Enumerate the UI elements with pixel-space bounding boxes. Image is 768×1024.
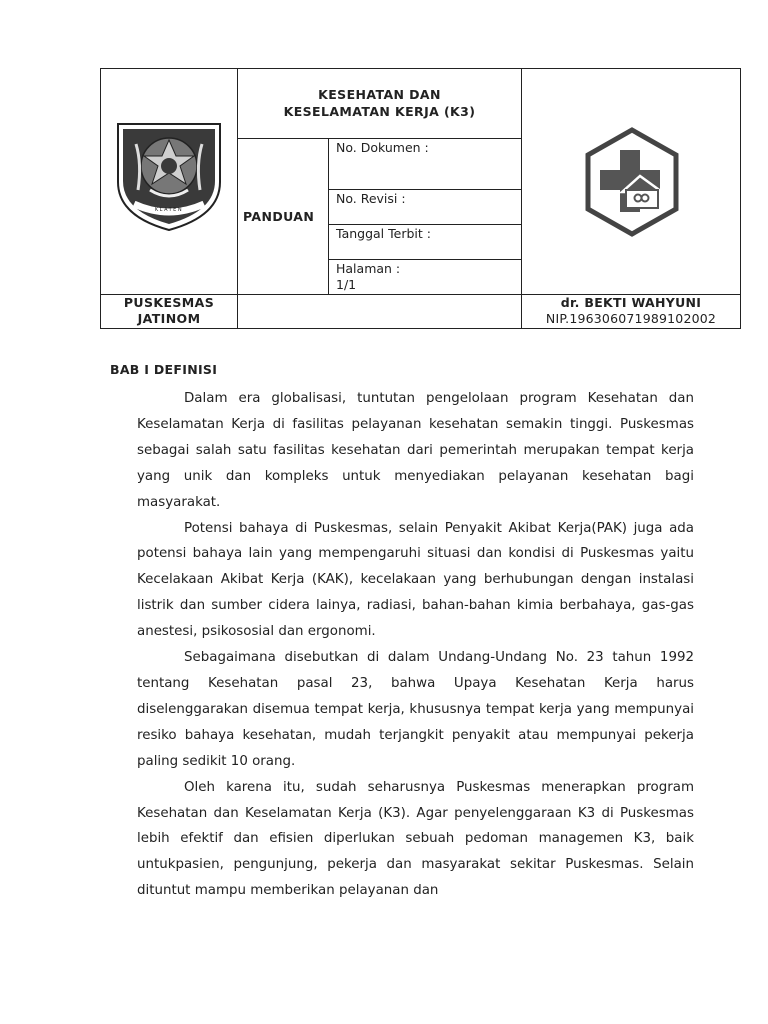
paragraph-4: Oleh karena itu, sudah seharusnya Puskesmas menerapkan program Kesehatan dan Keselamatan Kerja (K3). Agar penyelenggaraan K3 di Puskesmas lebih efektif dan efisien diperlukan sebuah pedoman managemen K3, baik untukpasien, pengunjung, pekerja dan masyarakat sekitar Puskesmas. Selain dituntut mampu memberikan pelayanan dan (137, 779, 694, 899)
paragraph-1: Dalam era globalisasi, tuntutan pengelolaan program Kesehatan dan Keselamatan Kerja di fasilitas pelayanan kesehatan semakin tinggi. Puskesmas sebagai salah satu fasilitas kesehatan dari pemerintah merupakan tempat kerja yang unik dan kompleks untuk menyediakan pelayanan kesehatan bagi masyarakat. (137, 391, 694, 510)
halaman-field (336, 261, 400, 293)
emblem-banner-text: KLATEN (154, 207, 184, 213)
halaman-label: Halaman : (336, 261, 401, 276)
signer-block (522, 295, 740, 327)
tanggal-terbit-label: Tanggal Terbit : (336, 226, 431, 241)
document-header-table (100, 68, 741, 329)
klaten-regency-emblem-icon (114, 120, 224, 232)
halaman-value: 1/1 (336, 277, 357, 292)
org-line-2: JATINOM (137, 311, 201, 326)
title-line-2: KESELAMATAN KERJA (K3) (283, 104, 476, 119)
no-revisi-label: No. Revisi : (336, 191, 406, 206)
health-cross-hexagon-icon (582, 126, 682, 238)
org-line-1: PUSKESMAS (123, 295, 215, 310)
organization-name (101, 295, 237, 327)
signer-name: dr. BEKTI WAHYUNI (560, 295, 702, 310)
title-line-1: KESEHATAN DAN (318, 87, 441, 102)
section-heading: BAB I DEFINISI (110, 362, 218, 377)
no-dokumen-label: No. Dokumen : (336, 140, 429, 155)
paragraph-2: Potensi bahaya di Puskesmas, selain Penyakit Akibat Kerja(PAK) juga ada potensi bahaya lain yang mempengaruhi situasi dan kondisi di Puskesmas yaitu Kecelakaan Akibat Kerja (KAK), kecelakaan yang berhubungan dengan instalasi listrik dan sumber cidera lainya, radiasi, bahan-bahan kimia berbahaya, gas-gas anestesi, psikososial dan ergonomi. (137, 520, 694, 640)
paragraph-3: Sebagaimana disebutkan di dalam Undang-Undang No. 23 tahun 1992 tentang Kesehatan pasal 23, bahwa Upaya Kesehatan Kerja harus diselenggarakan disemua tempat kerja, khususnya tempat kerja yang mempunyai resiko bahaya kesehatan, mudah terjangkit penyakit atau mempunyai pekerja paling sedikit 10 orang. (137, 650, 694, 769)
section-body (137, 386, 694, 904)
signer-nip: NIP.196306071989102002 (545, 311, 717, 326)
document-type: PANDUAN (243, 209, 315, 224)
document-title (238, 86, 521, 120)
